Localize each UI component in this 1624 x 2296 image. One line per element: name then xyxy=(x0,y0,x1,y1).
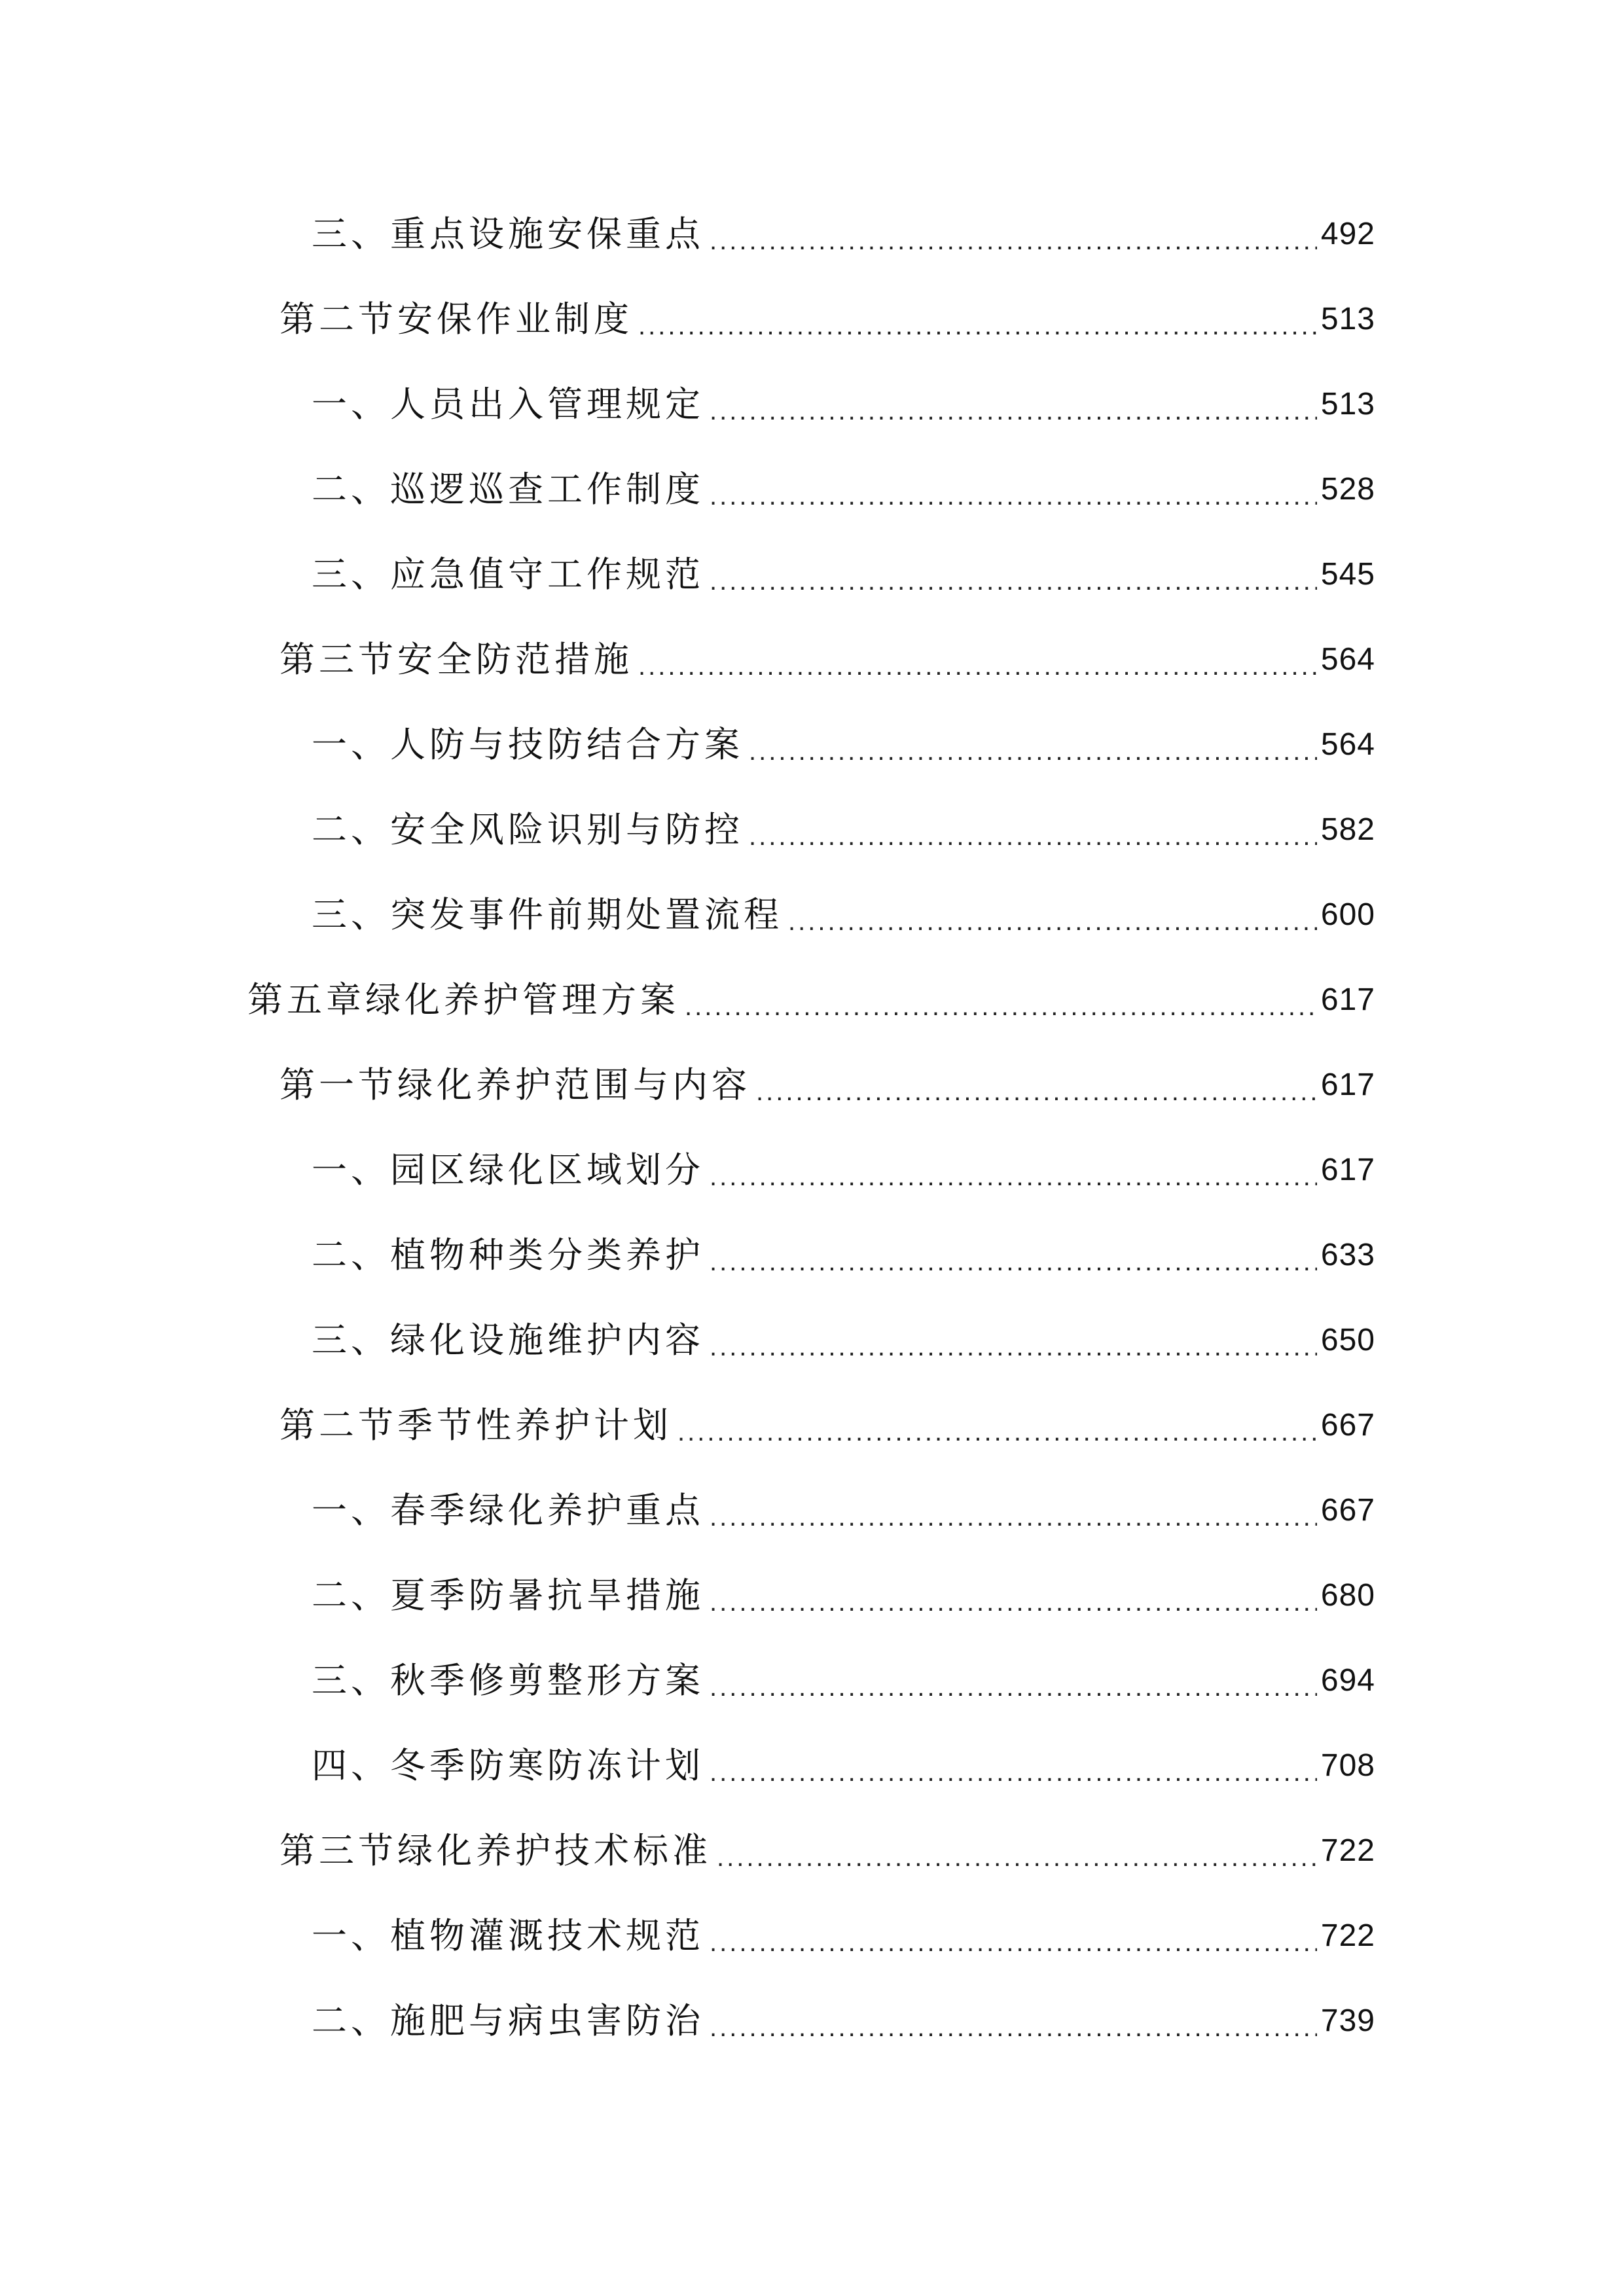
toc-entry-page: 513 xyxy=(1320,387,1375,422)
toc-entry[interactable] xyxy=(280,1059,1375,1111)
toc-entry[interactable] xyxy=(312,1314,1375,1367)
toc-entry-title: 第二节安保作业制度 xyxy=(280,298,633,340)
toc-entry[interactable] xyxy=(280,1825,1375,1877)
toc-leader-dots xyxy=(788,889,1317,941)
toc-entry-page: 564 xyxy=(1320,727,1375,762)
toc-entry-page: 582 xyxy=(1320,812,1375,847)
toc-entry-page: 617 xyxy=(1320,1153,1375,1187)
toc-entry[interactable] xyxy=(247,974,1375,1026)
toc-entry[interactable] xyxy=(312,1570,1375,1622)
toc-entry-title: 三、突发事件前期处置流程 xyxy=(312,894,783,935)
toc-entry-page: 600 xyxy=(1320,897,1375,932)
toc-entry-page: 708 xyxy=(1320,1748,1375,1783)
toc-leader-dots xyxy=(638,634,1317,686)
toc-leader-dots xyxy=(710,1655,1317,1707)
toc-entry-title: 二、夏季防暑抗旱措施 xyxy=(312,1575,704,1616)
toc-entry-title: 一、春季绿化养护重点 xyxy=(312,1490,704,1531)
toc-entry-title: 第五章绿化养护管理方案 xyxy=(247,979,679,1020)
toc-entry-title: 三、应急值守工作规范 xyxy=(312,554,704,595)
toc-entry-title: 第一节绿化养护范围与内容 xyxy=(280,1064,751,1105)
toc-entry-page: 694 xyxy=(1320,1663,1375,1698)
toc-entry[interactable] xyxy=(280,293,1375,346)
toc-entry-title: 二、巡逻巡查工作制度 xyxy=(312,469,704,510)
toc-entry-page: 545 xyxy=(1320,557,1375,592)
toc-entry[interactable] xyxy=(312,1995,1375,2047)
toc-leader-dots xyxy=(685,974,1317,1026)
toc-entry[interactable] xyxy=(312,1740,1375,1792)
toc-entry-page: 739 xyxy=(1320,2003,1375,2038)
toc-entry[interactable] xyxy=(312,208,1375,260)
toc-leader-dots xyxy=(710,1229,1317,1282)
toc-entry[interactable] xyxy=(312,1229,1375,1282)
toc-entry-page: 528 xyxy=(1320,472,1375,507)
toc-entry[interactable] xyxy=(312,378,1375,431)
toc-leader-dots xyxy=(710,1570,1317,1622)
toc-leader-dots xyxy=(677,1399,1317,1452)
toc-leader-dots xyxy=(710,548,1317,601)
toc-entry[interactable] xyxy=(312,548,1375,601)
toc-entry[interactable] xyxy=(312,889,1375,941)
toc-entry[interactable] xyxy=(312,804,1375,856)
toc-entry-page: 633 xyxy=(1320,1238,1375,1272)
toc-entry-page: 617 xyxy=(1320,1067,1375,1102)
toc-leader-dots xyxy=(710,378,1317,431)
toc-entry-page: 650 xyxy=(1320,1323,1375,1357)
toc-leader-dots xyxy=(717,1825,1317,1877)
toc-entry[interactable] xyxy=(280,634,1375,686)
toc-leader-dots xyxy=(749,719,1317,771)
toc-entry-page: 667 xyxy=(1320,1493,1375,1528)
toc-leader-dots xyxy=(710,1995,1317,2047)
toc-entry[interactable] xyxy=(312,1655,1375,1707)
toc-entry-page: 722 xyxy=(1320,1833,1375,1868)
toc-leader-dots xyxy=(710,1484,1317,1537)
toc-entry-title: 二、植物种类分类养护 xyxy=(312,1234,704,1276)
toc-entry[interactable] xyxy=(312,1910,1375,1962)
toc-entry-title: 二、安全风险识别与防控 xyxy=(312,809,744,850)
toc-leader-dots xyxy=(710,208,1317,260)
toc-entry[interactable] xyxy=(312,1144,1375,1196)
toc-entry-title: 一、植物灌溉技术规范 xyxy=(312,1915,704,1956)
toc-entry-title: 三、绿化设施维护内容 xyxy=(312,1319,704,1361)
toc-leader-dots xyxy=(710,1740,1317,1792)
toc-leader-dots xyxy=(749,804,1317,856)
toc-entry-page: 492 xyxy=(1320,217,1375,251)
toc-entry-title: 四、冬季防寒防冻计划 xyxy=(312,1745,704,1786)
toc-leader-dots xyxy=(638,293,1317,346)
toc-leader-dots xyxy=(710,463,1317,516)
toc-entry-title: 三、秋季修剪整形方案 xyxy=(312,1660,704,1701)
toc-entry[interactable] xyxy=(312,463,1375,516)
toc-entry-page: 667 xyxy=(1320,1408,1375,1443)
toc-entry-title: 一、园区绿化区域划分 xyxy=(312,1149,704,1191)
toc-leader-dots xyxy=(756,1059,1317,1111)
toc-entry-title: 一、人防与技防结合方案 xyxy=(312,724,744,765)
toc-entry[interactable] xyxy=(280,1399,1375,1452)
toc-entry[interactable] xyxy=(312,1484,1375,1537)
toc-leader-dots xyxy=(710,1144,1317,1196)
toc-entry-title: 三、重点设施安保重点 xyxy=(312,213,704,255)
toc-entry-page: 722 xyxy=(1320,1918,1375,1953)
toc-entry-title: 二、施肥与病虫害防治 xyxy=(312,2000,704,2041)
toc-entry-title: 第三节绿化养护技术标准 xyxy=(280,1830,712,1871)
toc-entry-page: 680 xyxy=(1320,1578,1375,1613)
toc-entry-title: 第三节安全防范措施 xyxy=(280,639,633,680)
toc-leader-dots xyxy=(710,1314,1317,1367)
toc-entry[interactable] xyxy=(312,719,1375,771)
toc-entry-page: 564 xyxy=(1320,642,1375,677)
toc-entry-page: 617 xyxy=(1320,982,1375,1017)
toc-entry-title: 第二节季节性养护计划 xyxy=(280,1405,672,1446)
toc-entry-title: 一、人员出入管理规定 xyxy=(312,384,704,425)
toc-entry-page: 513 xyxy=(1320,302,1375,336)
toc-leader-dots xyxy=(710,1910,1317,1962)
